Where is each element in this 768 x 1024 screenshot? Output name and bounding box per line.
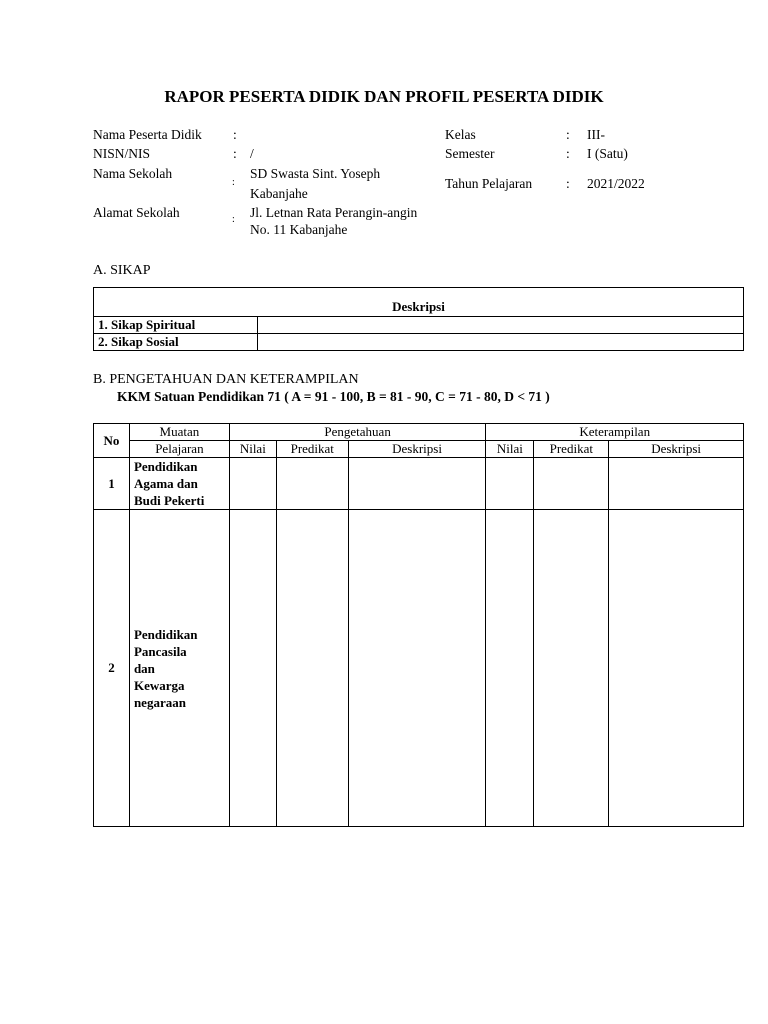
knowledge-score-cell[interactable] [229, 510, 276, 827]
subject-line: Pendidikan [133, 626, 198, 642]
subject-line: dan [133, 660, 155, 676]
attitude-spiritual-description[interactable] [258, 317, 744, 334]
skill-description-cell[interactable] [609, 458, 744, 510]
school-name-label: Nama Sekolah [93, 166, 173, 181]
table-row [94, 458, 744, 510]
header-no: No [94, 424, 130, 458]
header-keterampilan-nilai: Nilai [486, 441, 534, 458]
colon: : [566, 146, 570, 161]
school-year-label: Tahun Pelajaran [445, 176, 533, 191]
attitude-table [93, 287, 744, 351]
class-label: Kelas [445, 127, 476, 142]
attitude-social-description[interactable] [258, 334, 744, 351]
subject-line: Pancasila [133, 643, 187, 659]
header-pengetahuan-nilai: Nilai [229, 441, 276, 458]
semester-label: Semester [445, 146, 495, 161]
school-year-value: 2021/2022 [587, 176, 645, 191]
school-address-label: Alamat Sekolah [93, 205, 180, 220]
school-address-value-line1: Jl. Letnan Rata Perangin-angin [250, 205, 418, 220]
header-keterampilan-predikat: Predikat [534, 441, 609, 458]
header-muatan: Muatan [129, 424, 229, 441]
knowledge-predicate-cell[interactable] [276, 458, 348, 510]
class-value: III- [587, 127, 605, 142]
student-name-label: Nama Peserta Didik [93, 127, 202, 142]
section-a-heading: A. SIKAP [93, 263, 151, 278]
subject-line: Budi Pekerti [133, 493, 205, 508]
row-number: 2 [94, 510, 130, 827]
colon: : [232, 177, 235, 188]
subject-name [129, 510, 229, 827]
colon: : [566, 176, 570, 191]
knowledge-description-cell[interactable] [348, 458, 486, 510]
skill-score-cell[interactable] [486, 510, 534, 827]
subject-line: Agama dan [133, 476, 198, 491]
colon: : [566, 127, 570, 142]
header-pengetahuan: Pengetahuan [229, 424, 486, 441]
report-title: RAPOR PESERTA DIDIK DAN PROFIL PESERTA DIDIK [164, 87, 604, 106]
knowledge-description-cell[interactable] [348, 510, 486, 827]
knowledge-score-cell[interactable] [229, 458, 276, 510]
semester-value: I (Satu) [587, 146, 628, 161]
school-name-value-line2: Kabanjahe [250, 186, 308, 201]
knowledge-skills-table [93, 423, 744, 827]
kkm-note: KKM Satuan Pendidikan 71 ( A = 91 - 100, B = 81 - 90, C = 71 - 80, D < 71 ) [117, 389, 550, 404]
nisn-label: NISN/NIS [93, 146, 151, 161]
subject-name [129, 458, 229, 510]
nisn-value: / [250, 146, 254, 161]
skill-predicate-cell[interactable] [534, 458, 609, 510]
table-row [94, 510, 744, 827]
school-address-value-line2: No. 11 Kabanjahe [250, 222, 348, 237]
header-pengetahuan-predikat: Predikat [276, 441, 348, 458]
subject-line: Pendidikan [133, 459, 198, 474]
attitude-spiritual-label: 1. Sikap Spiritual [94, 317, 258, 334]
section-b-heading: B. PENGETAHUAN DAN KETERAMPILAN [93, 372, 359, 387]
header-pelajaran: Pelajaran [129, 441, 229, 458]
subject-line: Kewarga [133, 677, 185, 693]
school-name-value-line1: SD Swasta Sint. Yoseph [250, 166, 381, 181]
row-number: 1 [94, 458, 130, 510]
skill-score-cell[interactable] [486, 458, 534, 510]
header-keterampilan-deskripsi: Deskripsi [609, 441, 744, 458]
colon: : [233, 127, 237, 142]
header-keterampilan: Keterampilan [486, 424, 744, 441]
header-pengetahuan-deskripsi: Deskripsi [348, 441, 486, 458]
attitude-social-label: 2. Sikap Sosial [94, 334, 258, 351]
colon: : [233, 146, 237, 161]
skill-predicate-cell[interactable] [534, 510, 609, 827]
subject-line: negaraan [133, 694, 186, 710]
attitude-description-header: Deskripsi [94, 288, 744, 317]
skill-description-cell[interactable] [609, 510, 744, 827]
colon: : [232, 214, 235, 225]
knowledge-predicate-cell[interactable] [276, 510, 348, 827]
